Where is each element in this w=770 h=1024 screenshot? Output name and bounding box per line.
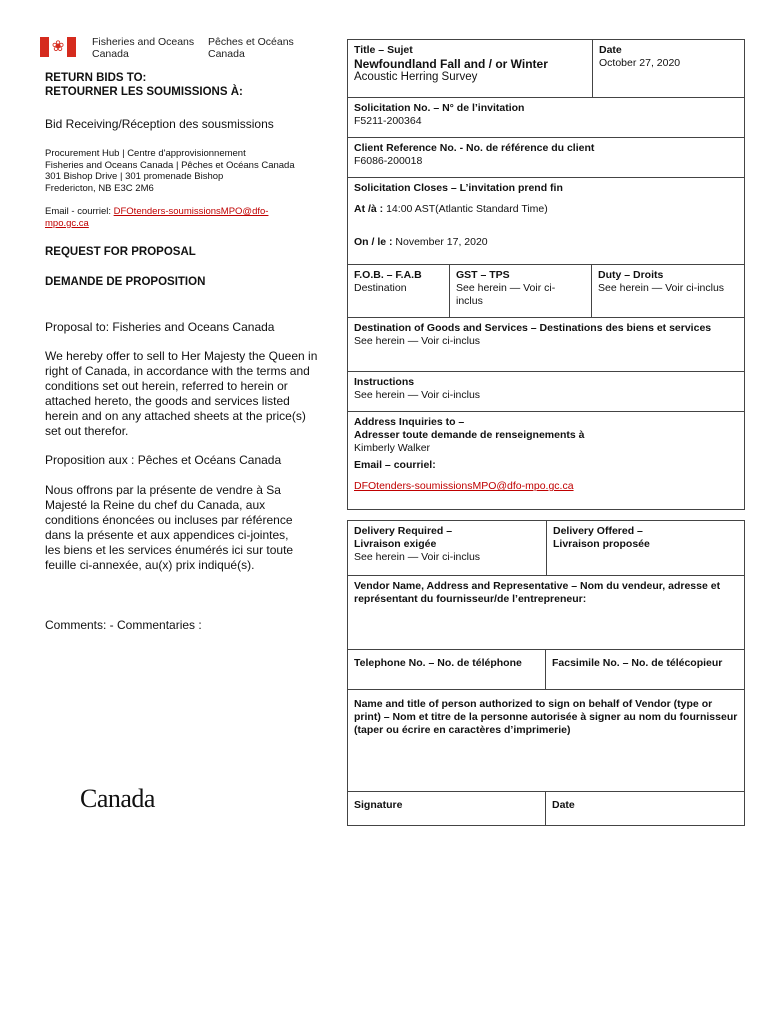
- rfp-heading-fr: DEMANDE DE PROPOSITION: [45, 276, 206, 288]
- client-ref-label: Client Reference No. - No. de référence du client: [354, 142, 595, 154]
- delivery-required-label: Delivery Required –: [354, 525, 453, 537]
- inquiries-contact: Kimberly Walker: [354, 442, 431, 454]
- at-value: 14:00 AST(Atlantic Standard Time): [386, 203, 548, 215]
- vendor-label: Vendor Name, Address and Representative – Nom du vendeur, adresse et représentant du fournisseur/de l’entrepreneur:: [354, 580, 721, 605]
- instructions-value: See herein — Voir ci-inclus: [354, 389, 481, 401]
- title-value-2: Acoustic Herring Survey: [354, 71, 478, 83]
- address-line: 301 Bishop Drive | 301 promenade Bishop: [45, 171, 224, 182]
- delivery-required-value: See herein — Voir ci-inclus: [354, 551, 481, 563]
- gst-value: See herein — Voir ci-inclus: [456, 282, 556, 307]
- title-box: [347, 39, 593, 98]
- instructions-box: [347, 371, 745, 412]
- dept-fr-line1: Pêches et Océans: [208, 36, 294, 48]
- date-box: [592, 39, 745, 98]
- return-bids-en: RETURN BIDS TO:: [45, 72, 147, 84]
- date-value: October 27, 2020: [599, 57, 681, 69]
- fob-box: [347, 264, 450, 318]
- dept-en-line2: Canada: [92, 48, 129, 60]
- solicitation-closes-box: [347, 177, 745, 265]
- procurement-address: [45, 148, 295, 194]
- duty-label: Duty – Droits: [598, 269, 664, 281]
- telephone-box[interactable]: [347, 649, 546, 690]
- client-reference-box: [347, 137, 745, 178]
- delivery-required-box: [347, 520, 547, 576]
- title-value: Newfoundland Fall and / or Winter: [354, 57, 548, 71]
- authorized-person-box[interactable]: [347, 689, 745, 792]
- at-label: At /à :: [354, 203, 387, 215]
- solicitation-label: Solicitation No. – N° de l’invitation: [354, 102, 525, 114]
- bid-receiving: Bid Receiving/Réception des sousmissions: [45, 117, 274, 131]
- closes-on: [354, 236, 738, 249]
- address-line: Fredericton, NB E3C 2M6: [45, 182, 154, 194]
- authorized-label: Name and title of person authorized to sign on behalf of Vendor (type or print) – Nom et titre de la personne autorisée à signer au nom du fournisseur (taper ou écrire en caractères d’imprimerie): [354, 698, 738, 736]
- delivery-offered-box[interactable]: [546, 520, 745, 576]
- destination-label: Destination of Goods and Services – Destinations des biens et services: [354, 322, 712, 334]
- department-name-fr: [208, 36, 294, 60]
- email-link[interactable]: DFOtenders-soumissionsMPO@dfo-: [113, 206, 269, 217]
- delivery-offered-label: Delivery Offered –: [553, 525, 643, 537]
- email-link-continued[interactable]: mpo.gc.ca: [45, 217, 89, 229]
- left-email: [45, 206, 305, 229]
- title-label: Title – Sujet: [354, 44, 413, 56]
- instructions-label: Instructions: [354, 376, 415, 388]
- date-label: Date: [599, 44, 622, 56]
- signature-date-label: Date: [552, 799, 575, 811]
- inquiries-box: [347, 411, 745, 510]
- signature-date-box[interactable]: [545, 791, 745, 826]
- on-label: On / le :: [354, 236, 396, 248]
- closes-label: Solicitation Closes – L’invitation prend fin: [354, 182, 563, 194]
- offer-text-en: We hereby offer to sell to Her Majesty the Queen in right of Canada, in accordance with the terms and conditions set out herein, referred to herein or attached hereto, the goods and services listed herein and on any attached sheets at the price(s) set out therefor.: [45, 349, 318, 438]
- inquiries-label: Address Inquiries to –: [354, 416, 465, 428]
- return-bids-fr: RETOURNER LES SOUMISSIONS À:: [45, 86, 243, 98]
- facsimile-box[interactable]: [545, 649, 745, 690]
- closes-at: [354, 203, 738, 216]
- gst-label: GST – TPS: [456, 269, 510, 281]
- solicitation-box: [347, 97, 745, 138]
- destination-box: [347, 317, 745, 372]
- wordmark-text: Canada: [80, 784, 155, 813]
- solicitation-value: F5211-200364: [354, 115, 422, 127]
- fob-value: Destination: [354, 282, 407, 294]
- on-value: November 17, 2020: [395, 236, 488, 248]
- department-name-en: [92, 36, 194, 60]
- proposal-to: Proposal to: Fisheries and Oceans Canada: [45, 320, 275, 334]
- facsimile-label: Facsimile No. – No. de télécopieur: [552, 657, 723, 669]
- canada-flag-icon: ❀: [40, 37, 76, 57]
- delivery-offered-label-fr: Livraison proposée: [553, 538, 650, 550]
- dept-en-line1: Fisheries and Oceans: [92, 36, 195, 48]
- duty-value: See herein — Voir ci-inclus: [598, 282, 725, 294]
- rfp-heading-en: REQUEST FOR PROPOSAL: [45, 246, 196, 258]
- gst-box: [449, 264, 592, 318]
- client-ref-value: F6086-200018: [354, 155, 423, 167]
- dept-fr-line2: Canada: [208, 48, 245, 60]
- duty-box: [591, 264, 745, 318]
- telephone-label: Telephone No. – No. de téléphone: [354, 657, 522, 669]
- address-line: Fisheries and Oceans Canada | Pêches et Océans Canada: [45, 159, 295, 171]
- destination-value: See herein — Voir ci-inclus: [354, 335, 481, 347]
- return-bids-heading: [45, 71, 243, 99]
- vendor-box[interactable]: [347, 575, 745, 650]
- proposition-aux: Proposition aux : Pêches et Océans Canada: [45, 453, 282, 467]
- address-line: Procurement Hub | Centre d'approvisionnement: [45, 148, 246, 159]
- delivery-required-label-fr: Livraison exigée: [354, 538, 437, 550]
- offer-text-fr: Nous offrons par la présente de vendre à Sa Majesté la Reine du chef du Canada, aux conditions énoncées ou incluses par référence dans la présente et aux appendices ci-jointes, les biens et les services énumérés ici sur toute feuille ci-annexée, au(x) prix indiqué(s).: [45, 483, 294, 572]
- signature-box[interactable]: [347, 791, 546, 826]
- comments-label: Comments: - Commentaries :: [45, 618, 202, 632]
- fob-label: F.O.B. – F.A.B: [354, 269, 422, 281]
- email-label: Email - courriel:: [45, 206, 114, 217]
- signature-label: Signature: [354, 799, 403, 811]
- form-email-link[interactable]: DFOtenders-soumissionsMPO@dfo-mpo.gc.ca: [354, 480, 574, 492]
- canada-wordmark: [80, 784, 155, 814]
- inquiries-label-fr: Adresser toute demande de renseignements à: [354, 429, 585, 441]
- form-email-label: Email – courriel:: [354, 459, 436, 471]
